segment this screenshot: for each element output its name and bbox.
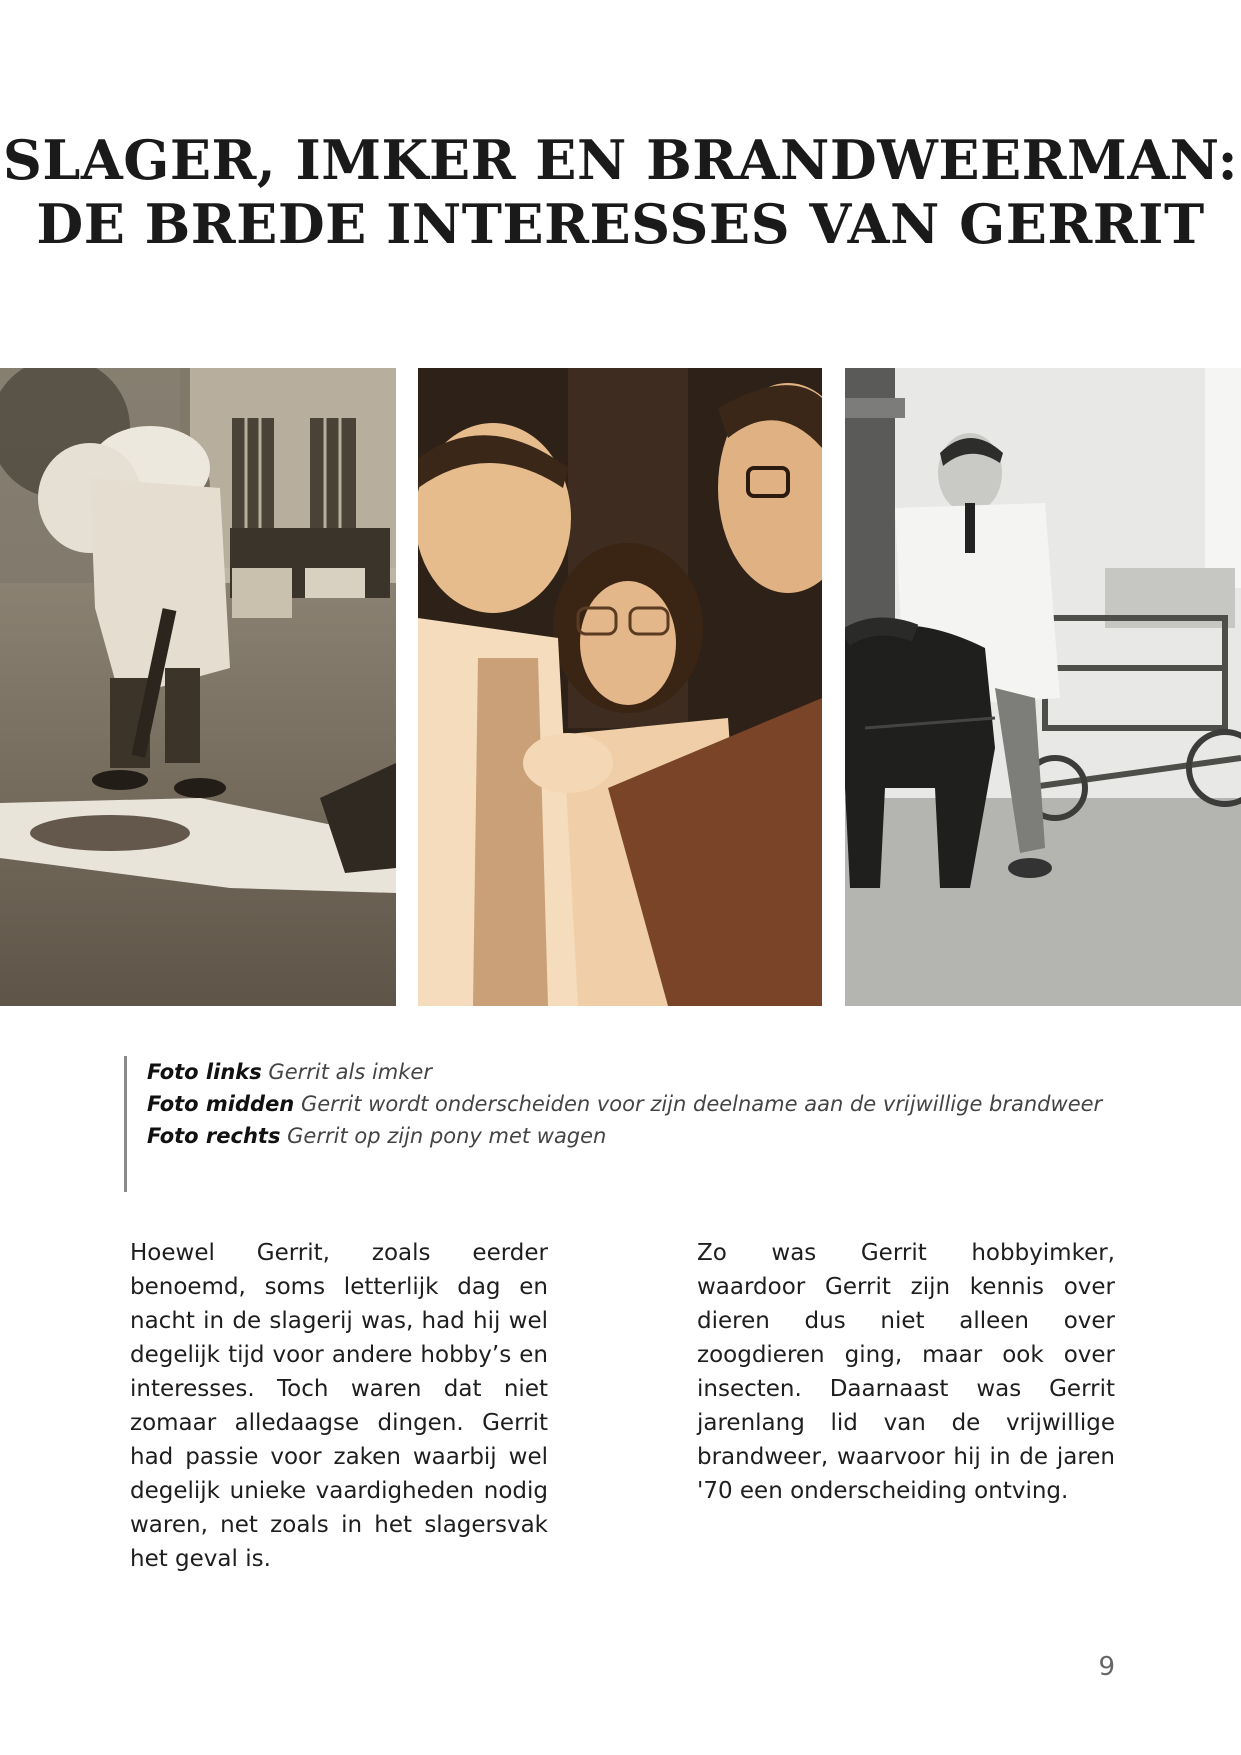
photo-captions bbox=[124, 1056, 1147, 1192]
caption-right bbox=[147, 1120, 1147, 1152]
caption-middle bbox=[147, 1088, 1147, 1120]
caption-text: Gerrit wordt onderscheiden voor zijn deelname aan de vrijwillige brandweer bbox=[300, 1092, 1103, 1116]
title-line-1: SLAGER, IMKER EN BRANDWEERMAN: bbox=[2, 128, 1239, 192]
caption-text: Gerrit op zijn pony met wagen bbox=[287, 1124, 607, 1148]
caption-text: Gerrit als imker bbox=[268, 1060, 432, 1084]
photo-fire-brigade-award bbox=[418, 368, 822, 1006]
photo-beekeeper bbox=[0, 368, 396, 1006]
body-column-right: Zo was Gerrit hobbyimker, waardoor Gerrit zijn kennis over dieren dus niet alleen over zoogdieren ging, maar ook over insecten. Daarnaast was Gerrit jarenlang lid van de vrijwillige brandweer, waarvoor hij in de jaren '70 een onderscheiding ontving. bbox=[697, 1240, 1115, 1504]
page-title bbox=[0, 128, 1241, 256]
body-column-left: Hoewel Gerrit, zoals eerder benoemd, soms letterlijk dag en nacht in de slagerij was, had hij wel degelijk tijd voor andere hobby’s en interesses. Toch waren dat niet zomaar alledaagse dingen. Gerrit had passie voor zaken waarbij wel degelijk unieke vaardigheden nodig waren, net zoals in het slagersvak het geval is. bbox=[130, 1240, 548, 1572]
caption-label: Foto midden bbox=[147, 1092, 295, 1116]
caption-left bbox=[147, 1056, 1147, 1088]
photo-pony-wagon bbox=[845, 368, 1241, 1006]
caption-label: Foto rechts bbox=[147, 1124, 281, 1148]
caption-label: Foto links bbox=[147, 1060, 262, 1084]
page-number: 9 bbox=[1098, 1652, 1115, 1682]
title-line-2: DE BREDE INTERESSES VAN GERRIT bbox=[36, 192, 1205, 256]
